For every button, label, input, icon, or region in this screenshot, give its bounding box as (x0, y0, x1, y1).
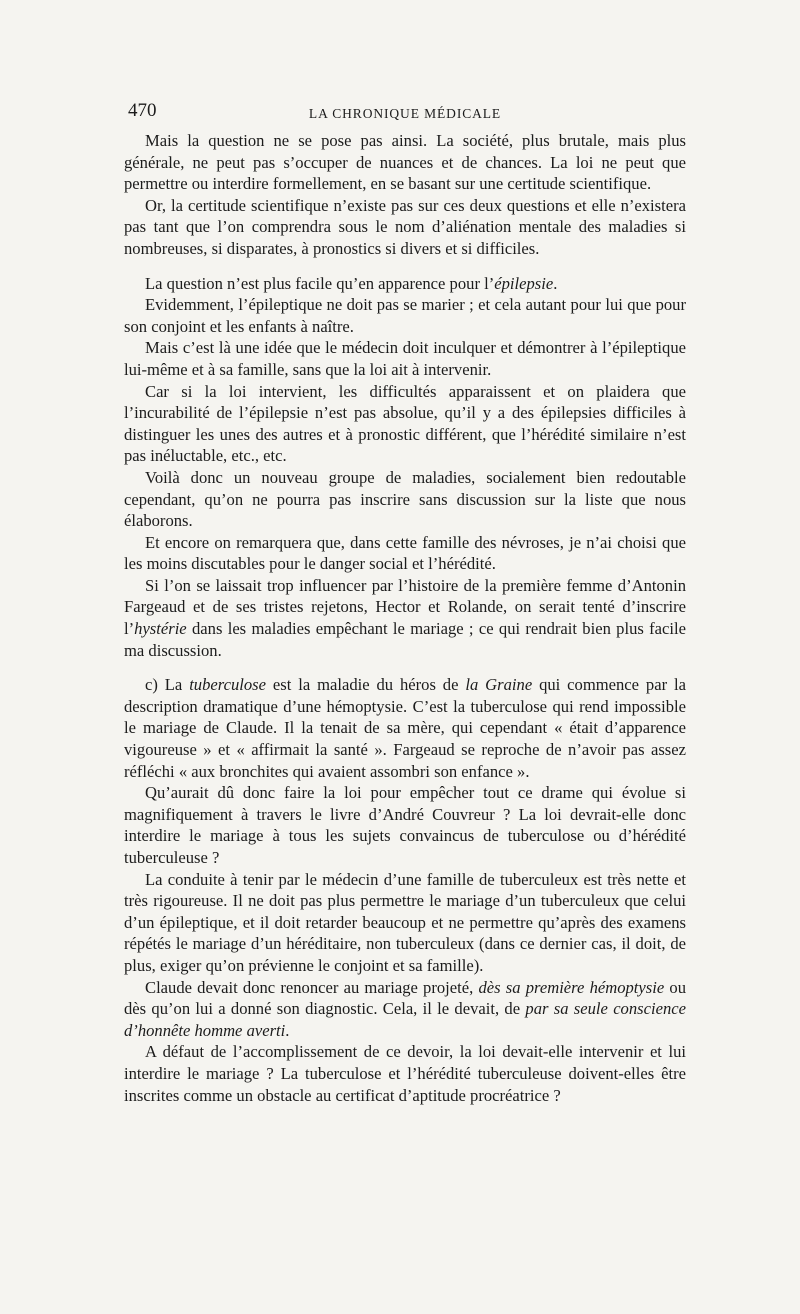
paragraph-certificate: A défaut de l’accomplissement de ce devoir, la loi devait-elle intervenir et lui interdire le mariage ? La tuberculose et l’hérédité tuberculeuse doivent-elles être inscrites comme un obstacle au certificat d’aptitude procréatrice ? (124, 1042, 686, 1105)
italic-title-la-graine: la Graine (465, 675, 533, 695)
page-number: 470 (128, 100, 157, 121)
paragraph-society: Mais la question ne se pose pas ainsi. La société, plus brutale, mais plus générale, ne peut pas s’occuper de nuances et de chances. La loi ne peut que permettre ou interdire formellement, en se basant sur une certitude scientifique. (124, 131, 686, 194)
text-span: La question n’est plus facile qu’en apparence pour l’ (145, 273, 495, 293)
running-title: LA CHRONIQUE MÉDICALE (308, 106, 502, 121)
paragraph-law-question: Qu’aurait dû donc faire la loi pour empêcher tout ce drame qui évolue si magnifiquement à travers le livre d’André Couvreur ? La loi devrait-elle donc interdire le mariage à tous les sujets convaincus de tuberculose ou d’hérédité tuberculeuse ? (124, 783, 686, 867)
italic-term-epilepsie: épilepsie (494, 273, 554, 293)
paragraph-law-difficulties: Car si la loi intervient, les difficultés apparaissent et on plaidera que l’incurabilité de l’épilepsie n’est pas absolue, qu’il y a des épilepsies difficiles à distinguer les unes des autres et à pronostic différent, que l’hérédité similaire n’est pas inéluctable, etc., etc. (124, 381, 686, 466)
text-span: qui commence par la description dramatique d’une hémoptysie. C’est la tuberculose qui rend impossible le mariage de Claude. Il la tenait de sa mère, qui cependant « était d’apparence vigoureuse » et « affirmait la santé ». Fargeaud se reproche de n’avoir pas assez réfléchi « aux bronchites qui avaient assombri son enfance ». (124, 675, 686, 781)
paragraph-epilepsy-intro (124, 273, 686, 295)
text-span: ou dès qu’on lui a donné son diagnostic. Cela, il le devait, de (124, 977, 686, 1019)
italic-term-hysterie: hystérie (134, 619, 187, 639)
italic-phrase-hemoptysie: dès sa première hémoptysie (478, 977, 665, 997)
paragraph-epileptic-marriage: Evidemment, l’épileptique ne doit pas se marier ; et cela autant pour lui que pour son conjoint et les enfants à naître. (124, 295, 686, 336)
paragraph-doctor-role: Mais c’est là une idée que le médecin doit inculquer et démontrer à l’épileptique lui-même et à sa famille, sans que la loi ait à intervenir. (124, 338, 686, 379)
page-header (124, 98, 686, 128)
paragraph-doctor-conduct: La conduite à tenir par le médecin d’une famille de tuberculeux est très nette et très rigoureuse. Il ne doit pas plus permettre le mariage d’un tuberculeux que celui d’un épileptique, et il doit retarder beaucoup et ne permettre qu’après des examens répétés le mariage d’un héréditaire, non tuberculeux (dans ce dernier cas, il doit, de plus, exiger qu’on prévienne le conjoint et sa famille). (124, 869, 686, 975)
text-span: . (553, 273, 558, 293)
paragraph-tuberculosis (124, 674, 686, 782)
italic-phrase-conscience: par sa seule conscience d’honnête homme averti (124, 999, 686, 1040)
italic-term-tuberculose: tuberculose (189, 675, 266, 695)
text-span: . (285, 1020, 290, 1040)
paragraph-new-group: Voilà donc un nouveau groupe de maladies, socialement bien redoutable cependant, qu’on ne pourra pas inscrire sans discussion sur la liste que nous élaborons. (124, 467, 686, 531)
text-span: Claude devait donc renoncer au mariage projeté, (145, 977, 479, 997)
paragraph-claude (124, 977, 686, 1042)
document-page (124, 98, 686, 1106)
paragraph-scientific-certainty: Or, la certitude scientifique n’existe pas sur ces deux questions et elle n’existera pas tant que l’on comprendra sous le nom d’aliénation mentale des maladies si nombreuses, si disparates, à pronostics si divers et si difficiles. (124, 195, 686, 258)
paragraph-neuroses: Et encore on remarquera que, dans cette famille des névroses, je n’ai choisi que les moins discutables pour le danger social et l’hérédité. (124, 532, 686, 574)
text-span: Si l’on se laissait trop influencer par l’histoire de la première femme d’Antonin Fargeaud et de ses tristes rejetons, Hector et Rolande, on serait tenté d’inscrire l’ (124, 575, 686, 639)
text-span: est la maladie du héros de (266, 675, 466, 695)
text-span: c) La (145, 675, 190, 695)
paragraph-hysteria (124, 575, 686, 661)
text-span: dans les maladies empêchant le mariage ; ce qui rendrait bien plus facile ma discussion. (124, 619, 686, 660)
